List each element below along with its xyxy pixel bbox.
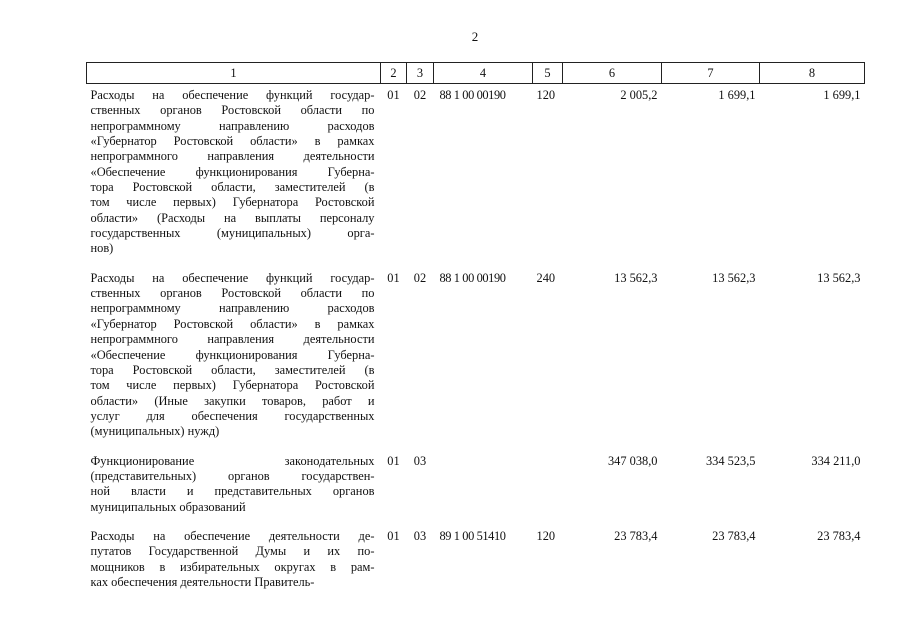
name-line: Расходы на обеспечение функций государ-	[90, 88, 375, 102]
table-row	[87, 525, 865, 600]
amount-col8-cell: 23 783,4	[817, 528, 861, 543]
name-line: тора Ростовской области, заместителей (в	[90, 180, 375, 195]
table-header-row	[87, 63, 865, 84]
budget-table	[86, 62, 865, 600]
name-line: муниципальных образований	[90, 499, 246, 514]
amount-col8-cell: 1 699,1	[823, 88, 861, 102]
expense-type-cell: 240	[536, 270, 556, 285]
name-line: путатов Государственной Думы и их по-	[90, 544, 375, 559]
table-row	[87, 84, 865, 267]
name-line: мощников в избирательных округах в рам-	[90, 559, 375, 574]
name-line: непрограммному направлению расходов	[90, 118, 375, 133]
amount-col6-cell: 13 562,3	[614, 270, 658, 285]
name-line: услуг для обеспечения государственных	[90, 408, 375, 423]
row-name-cell	[87, 450, 381, 525]
name-line: «Обеспечение функционирования Губерна-	[90, 164, 375, 179]
name-line: ственных органов Ростовской области по	[90, 103, 375, 118]
section-code-cell: 01	[387, 528, 400, 543]
subsection-code-cell: 03	[413, 528, 427, 543]
column-header-8: 8	[760, 63, 865, 84]
column-header-2: 2	[381, 63, 407, 84]
table-row	[87, 267, 865, 450]
expense-type-cell: 120	[536, 528, 556, 543]
expense-type-cell: 120	[536, 88, 556, 102]
amount-col8-cell: 334 211,0	[811, 453, 861, 468]
subsection-code-cell: 02	[413, 88, 427, 102]
name-line: области» (Иные закупки товаров, работ и	[90, 393, 375, 408]
target-article-cell	[434, 450, 533, 525]
name-line: (муниципальных) нужд)	[90, 424, 220, 439]
section-code-cell: 01	[387, 270, 400, 285]
name-line: государственных (муниципальных) орга-	[90, 226, 375, 241]
amount-col6-cell: 347 038,0	[607, 453, 658, 468]
name-line: том числе первых) Губернатора Ростовской	[90, 378, 375, 393]
subsection-code-cell: 03	[413, 453, 427, 468]
amount-col8-cell: 13 562,3	[817, 270, 861, 285]
amount-col7-cell: 13 562,3	[712, 270, 756, 285]
name-line: Расходы на обеспечение функций государ-	[90, 270, 375, 285]
row-name-cell	[87, 84, 381, 267]
name-line: Функционирование законодательных	[90, 453, 375, 468]
subsection-code-cell: 02	[413, 270, 427, 285]
row-name-cell	[87, 525, 381, 600]
expense-type-cell	[533, 450, 563, 525]
name-line: (представительных) органов государствен-	[90, 468, 375, 483]
name-line: «Губернатор Ростовской области» в рамках	[90, 316, 375, 331]
name-line: Расходы на обеспечение деятельности де-	[90, 528, 375, 543]
amount-col6-cell: 2 005,2	[620, 88, 658, 102]
name-line: непрограммного направления деятельности	[90, 149, 375, 164]
name-line: непрограммного направления деятельности	[90, 332, 375, 347]
name-line: нов)	[90, 241, 114, 256]
name-line: «Губернатор Ростовской области» в рамках	[90, 134, 375, 149]
column-header-4: 4	[434, 63, 533, 84]
target-article-cell: 88 1 00 00190	[439, 88, 506, 102]
page-number: 2	[471, 29, 479, 44]
name-line: области» (Расходы на выплаты персоналу	[90, 210, 375, 225]
name-line: тора Ростовской области, заместителей (в	[90, 362, 375, 377]
amount-col6-cell: 23 783,4	[614, 528, 658, 543]
section-code-cell: 01	[387, 88, 400, 102]
name-line: ках обеспечения деятельности Правитель-	[90, 574, 315, 589]
table-row	[87, 450, 865, 525]
amount-col7-cell: 23 783,4	[712, 528, 756, 543]
target-article-cell: 89 1 00 51410	[439, 528, 506, 543]
amount-col7-cell: 334 523,5	[705, 453, 756, 468]
row-name-cell	[87, 267, 381, 450]
column-header-1: 1	[87, 63, 381, 84]
name-line: «Обеспечение функционирования Губерна-	[90, 347, 375, 362]
name-line: ственных органов Ростовской области по	[90, 286, 375, 301]
column-header-5: 5	[533, 63, 563, 84]
column-header-7: 7	[662, 63, 760, 84]
column-header-6: 6	[563, 63, 662, 84]
name-line: том числе первых) Губернатора Ростовской	[90, 195, 375, 210]
column-header-3: 3	[407, 63, 434, 84]
name-line: непрограммному направлению расходов	[90, 301, 375, 316]
section-code-cell: 01	[387, 453, 400, 468]
name-line: ной власти и представительных органов	[90, 484, 375, 499]
amount-col7-cell: 1 699,1	[718, 88, 756, 102]
target-article-cell: 88 1 00 00190	[439, 270, 506, 285]
